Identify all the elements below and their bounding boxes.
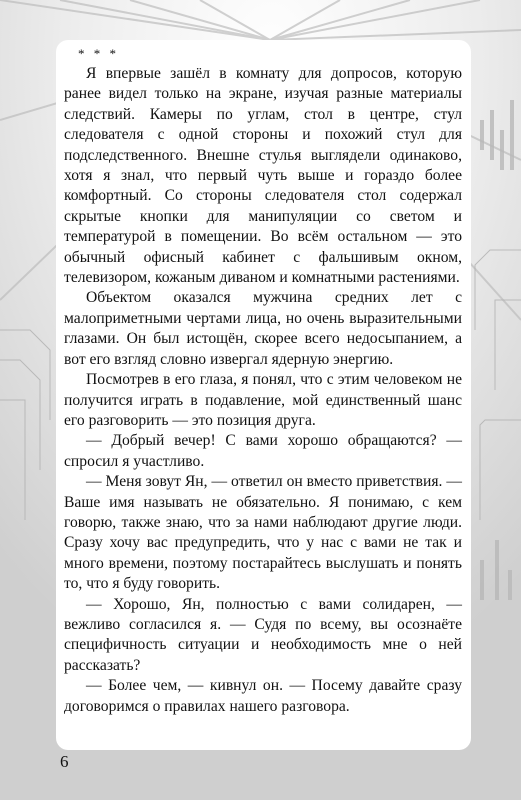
paragraph: — Меня зовут Ян, — ответил он вместо приветствия. — Ваше имя называть не обязательно. Я понимаю, с кем говорю, также знаю, что за нами наблюдают другие люди. Сразу хочу вас предупредить, что у нас с вами не так и много времени, поэтому постарайтесь выслушать и понять то, что я буду говорить. bbox=[64, 473, 462, 593]
paragraph: — Хорошо, Ян, полностью с вами солидарен, — вежливо согласился я. — Судя по всему, вы осознаёте специфичность ситуации и необходимость мне о ней рассказать? bbox=[64, 595, 462, 674]
scene-separator: * * * bbox=[78, 46, 119, 61]
paragraph: — Более чем, — кивнул он. — Посему давайте сразу договоримся о правилах нашего разговора. bbox=[64, 677, 462, 715]
paragraph: Объектом оказался мужчина средних лет с малоприметными чертами лица, но очень выразительными глазами. Он был истощён, скорее всего недосыпанием, а вот его взгляд словно извергал ядерную энергию. bbox=[64, 289, 462, 368]
paragraph: — Добрый вечер! С вами хорошо обращаются? — спросил я участливо. bbox=[64, 432, 462, 470]
paragraph: Я впервые зашёл в комнату для допросов, которую ранее видел только на экране, изучая разные материалы следствий. Камеры по углам, стол в центре, стул следователя с одной стороны и похожий стул для подследственного. Внешне стулья выглядели одинаково, хотя я знал, что первый чуть выше и гораздо более комфортный. Со стороны следователя стол содержал скрытые кнопки для манипуляции со светом и температурой в помещении. Во всём остальном — это обычный офисный кабинет с фальшивым окном, телевизором, кожаным диваном и комнатными растениями. bbox=[64, 65, 462, 287]
page-text bbox=[64, 44, 462, 717]
paragraph: Посмотрев в его глаза, я понял, что с этим человеком не получится играть в подавление, мой единственный шанс его разговорить — это позиция друга. bbox=[64, 371, 462, 429]
page-number: 6 bbox=[60, 752, 69, 771]
